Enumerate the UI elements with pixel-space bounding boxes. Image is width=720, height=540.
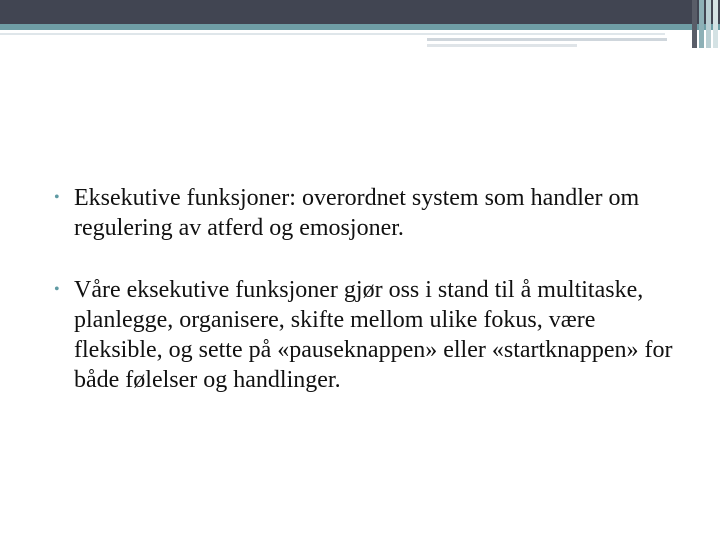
corner-stripe	[692, 0, 697, 48]
header-accent-line-short	[427, 44, 577, 47]
bullet-marker: •	[54, 189, 60, 206]
bullet-item	[54, 275, 674, 395]
slide-body	[54, 183, 674, 395]
header-accent-stripe	[0, 24, 720, 30]
bullet-item	[54, 183, 674, 243]
corner-stripe	[713, 0, 718, 48]
header-divider-line	[0, 33, 665, 35]
corner-stripe	[706, 0, 711, 48]
corner-stripe	[699, 0, 704, 48]
bullet-text: Våre eksekutive funksjoner gjør oss i stand til å multitaske, planlegge, organisere, skifte mellom ulike fokus, være fleksible, og sette på «pauseknappen» eller «startknappen» for både følelser og handlinger.	[74, 277, 673, 393]
bullet-text: Eksekutive funksjoner: overordnet system som handler om regulering av atferd og emosjoner.	[74, 185, 640, 241]
header-accent-line	[427, 38, 667, 41]
header-bar	[0, 0, 720, 24]
bullet-marker: •	[54, 281, 60, 298]
